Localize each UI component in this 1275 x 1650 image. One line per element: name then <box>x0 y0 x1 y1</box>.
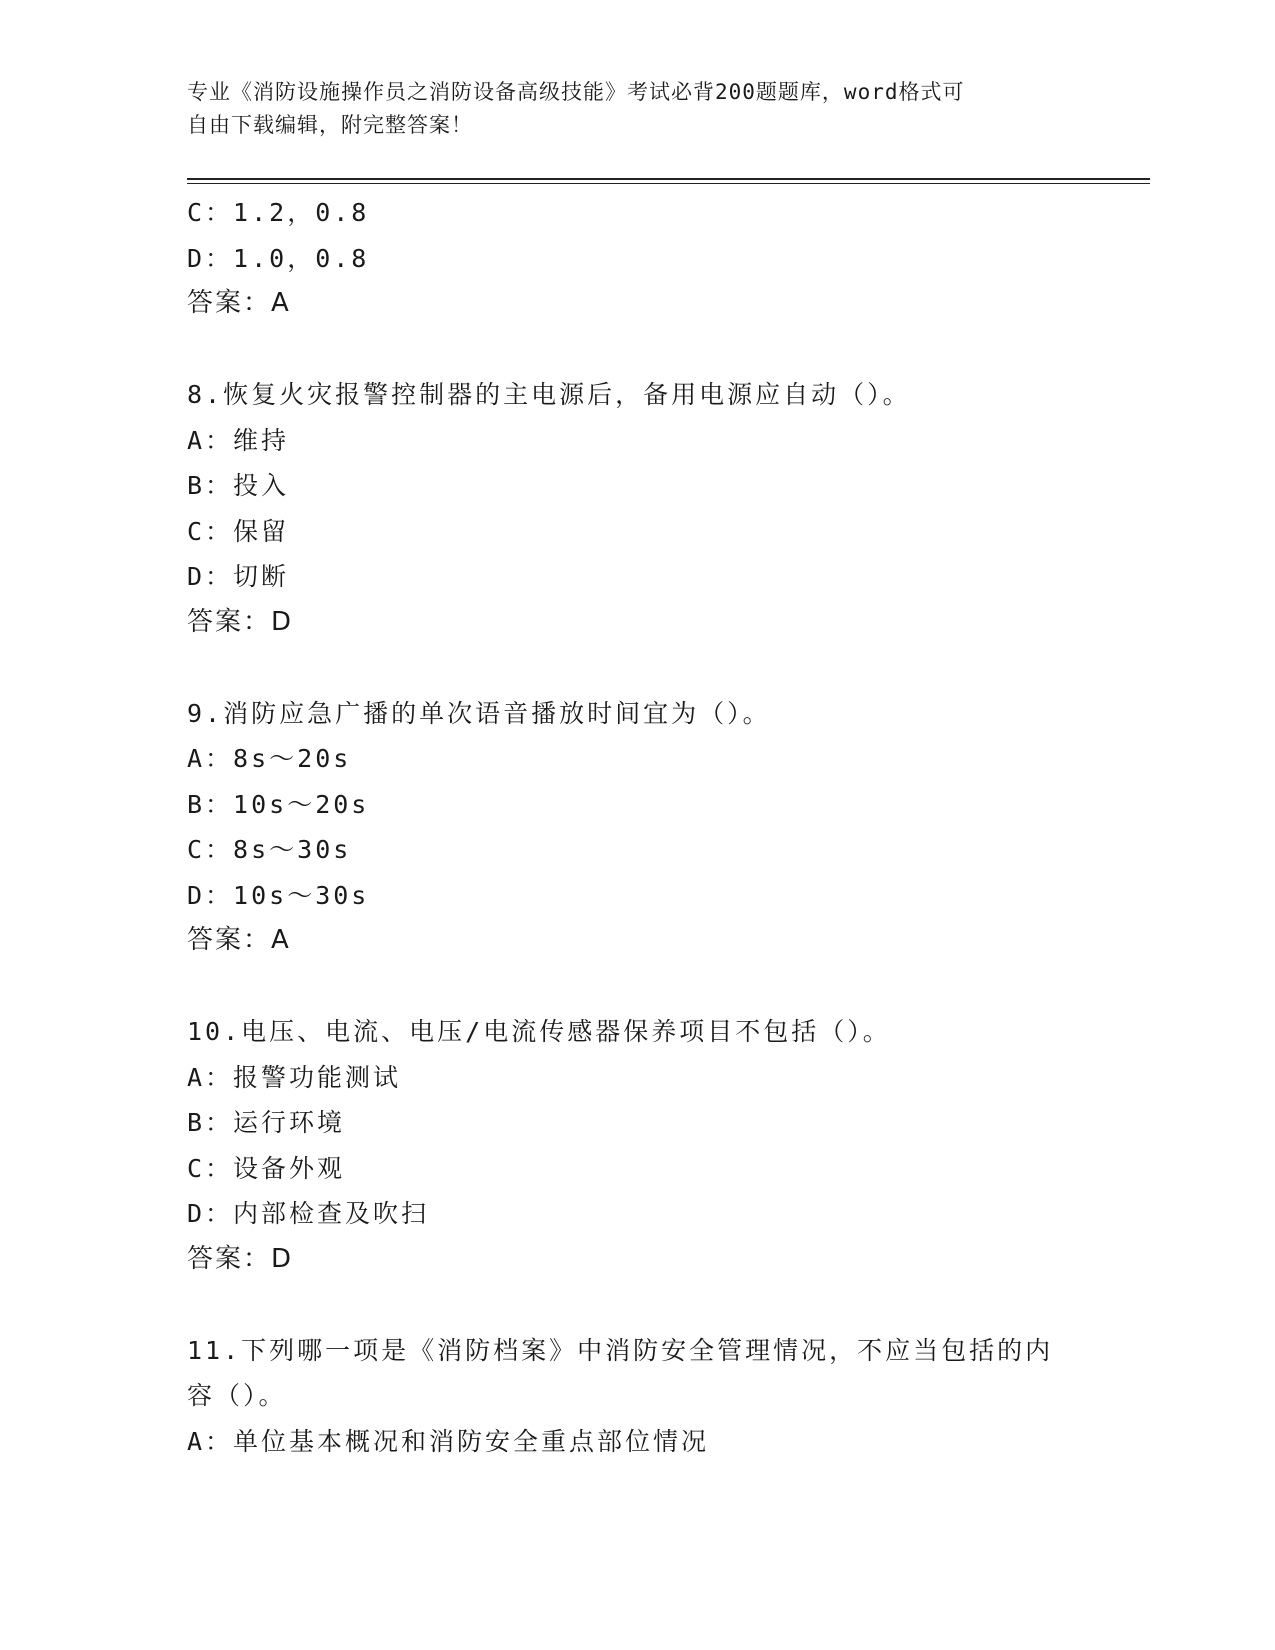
q9-option-a: A：8s～20s <box>187 744 352 773</box>
q7-option-d: D：1.0，0.8 <box>187 243 370 273</box>
question-list <box>187 190 1087 1464</box>
q9-option-b: B：10s～20s <box>187 789 370 819</box>
q7-option-c: C：1.2，0.8 <box>187 198 370 227</box>
spacer <box>187 1282 1087 1328</box>
spacer <box>187 327 1087 373</box>
q10-option-a: A：报警功能测试 <box>187 1062 402 1092</box>
q8-stem: 8.恢复火灾报警控制器的主电源后，备用电源应自动（）。 <box>187 380 911 409</box>
header-line-2: 自由下载编辑，附完整答案！ <box>187 113 473 137</box>
q10-stem: 10.电压、电流、电压/电流传感器保养项目不包括（）。 <box>187 1017 891 1046</box>
q9-option-c: C：8s～30s <box>187 835 352 864</box>
header-divider-thin <box>187 183 1150 184</box>
q8-option-d: D：切断 <box>187 562 290 591</box>
q10-option-b: B：运行环境 <box>187 1108 346 1137</box>
q11-stem-line-1: 11.下列哪一项是《消防档案》中消防安全管理情况，不应当包括的内 <box>187 1335 1054 1365</box>
document-header <box>187 76 1067 142</box>
q8-option-b: B：投入 <box>187 471 290 500</box>
q10-answer: 答案：D <box>187 1243 294 1274</box>
spacer <box>187 645 1087 691</box>
q9-answer: 答案：A <box>187 925 291 955</box>
q10-option-c: C：设备外观 <box>187 1153 346 1183</box>
q8-option-a: A：维持 <box>187 425 290 455</box>
spacer <box>187 964 1087 1010</box>
q8-answer: 答案：D <box>187 606 294 637</box>
q8-option-c: C：保留 <box>187 516 290 546</box>
q10-option-d: D：内部检查及吹扫 <box>187 1199 430 1228</box>
header-divider-thick <box>187 178 1150 180</box>
q11-option-a: A：单位基本概况和消防安全重点部位情况 <box>187 1426 710 1456</box>
q9-stem: 9.消防应急广播的单次语音播放时间宜为（）。 <box>187 698 771 728</box>
q7-answer: 答案：A <box>187 288 291 318</box>
q11-stem-line-2: 容（）。 <box>187 1381 287 1410</box>
q9-option-d: D：10s～30s <box>187 880 370 910</box>
header-line-1: 专业《消防设施操作员之消防设备高级技能》考试必背200题题库，word格式可 <box>187 80 965 104</box>
